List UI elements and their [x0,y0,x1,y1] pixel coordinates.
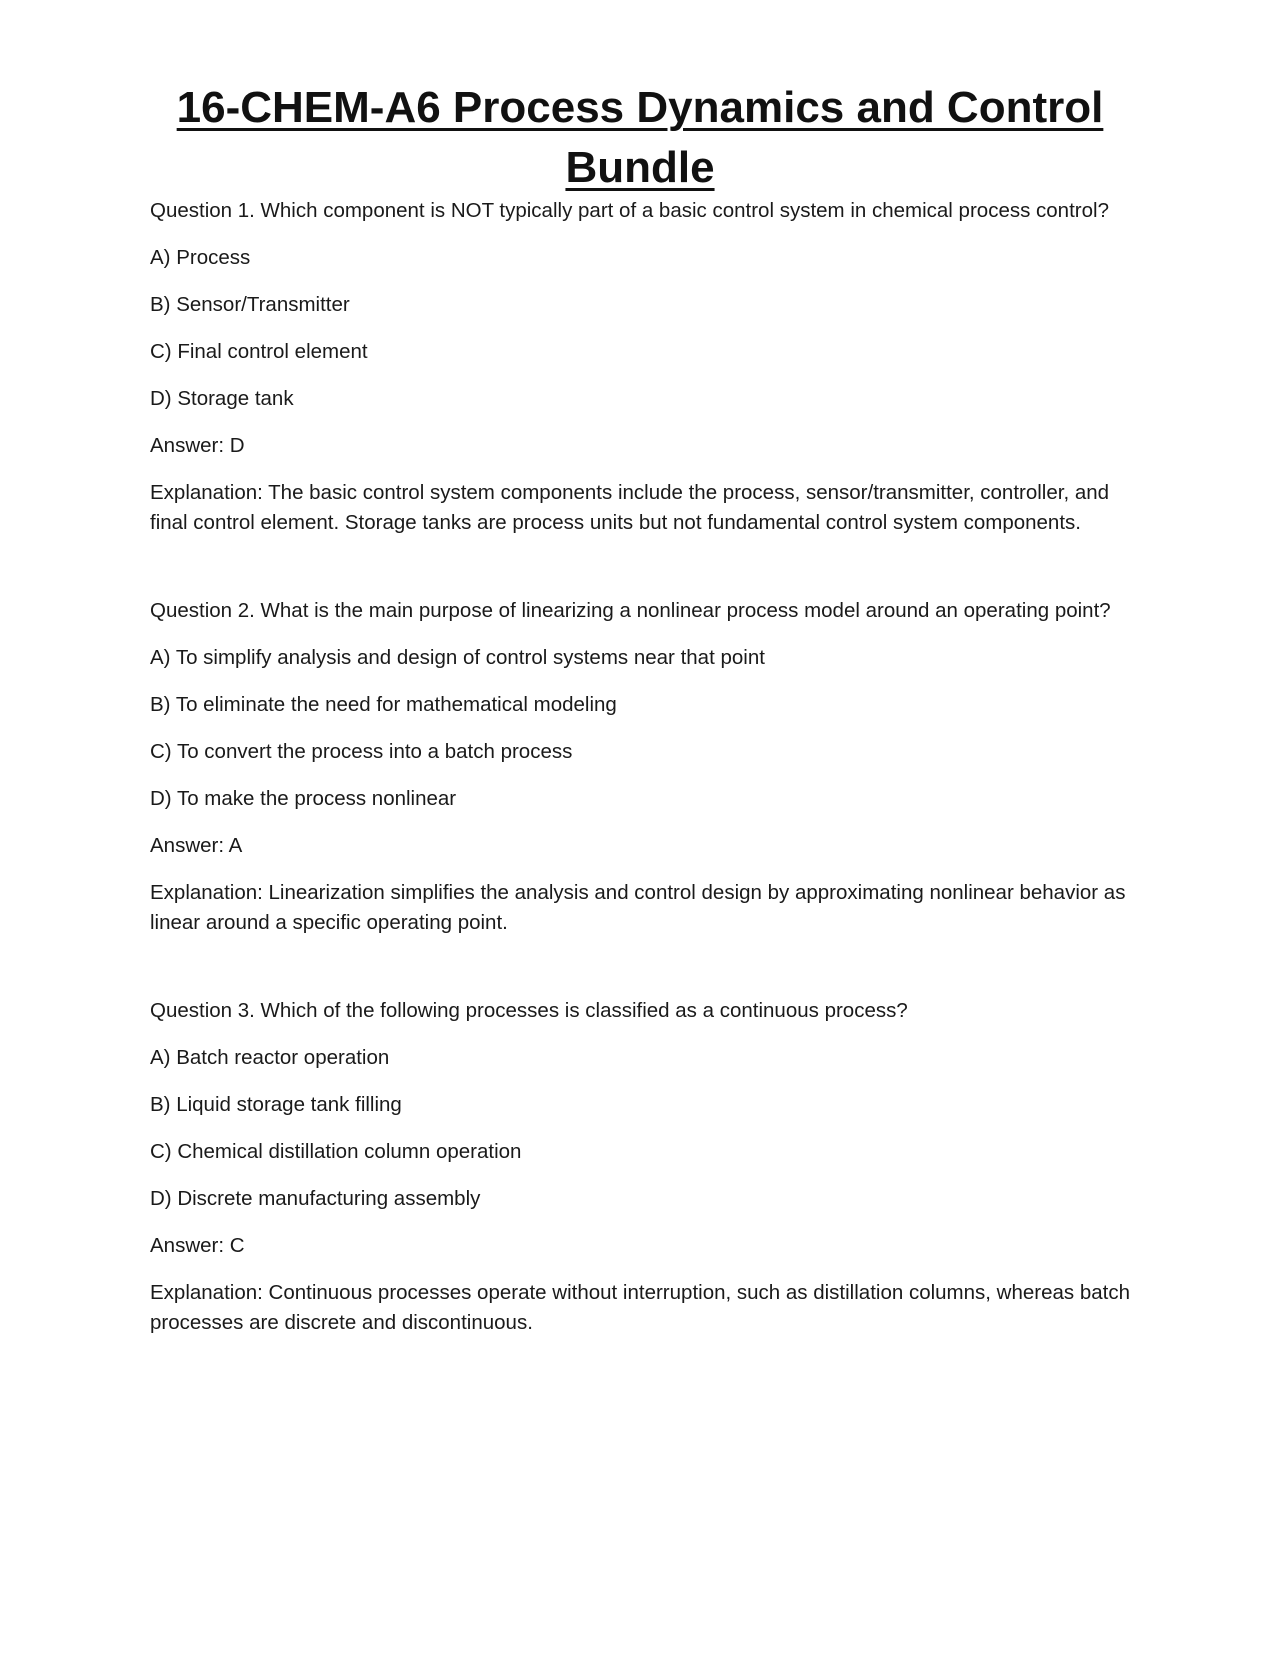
option-c: C) Final control element [150,340,368,363]
question-text: Question 3. Which of the following processes is classified as a continuous process? [150,999,908,1022]
answer: Answer: D [150,434,245,457]
option-d: D) Discrete manufacturing assembly [150,1187,481,1210]
question-2 [150,596,1130,938]
option-b: B) Sensor/Transmitter [150,293,350,316]
explanation: Explanation: Continuous processes operate without interruption, such as distillation columns, whereas batch processes are discrete and discontinuous. [150,1281,1130,1334]
option-c: C) Chemical distillation column operation [150,1140,522,1163]
option-c: C) To convert the process into a batch process [150,740,573,763]
question-text: Question 2. What is the main purpose of linearizing a nonlinear process model around an operating point? [150,599,1111,622]
option-a: A) To simplify analysis and design of control systems near that point [150,646,765,669]
option-b: B) Liquid storage tank filling [150,1093,402,1116]
document-title: 16-CHEM-A6 Process Dynamics and Control Bundle [176,83,1104,192]
question-1 [150,196,1130,538]
option-a: A) Batch reactor operation [150,1046,390,1069]
answer: Answer: C [150,1234,245,1257]
option-d: D) Storage tank [150,387,294,410]
explanation: Explanation: Linearization simplifies the analysis and control design by approximating nonlinear behavior as linear around a specific operating point. [150,881,1126,934]
answer: Answer: A [150,834,243,857]
option-b: B) To eliminate the need for mathematical modeling [150,693,617,716]
option-a: A) Process [150,246,251,269]
question-list [150,196,1130,1338]
explanation: Explanation: The basic control system components include the process, sensor/transmitter, controller, and final control element. Storage tanks are process units but not fundamental control system components. [150,481,1110,534]
question-text: Question 1. Which component is NOT typically part of a basic control system in chemical process control? [150,199,1109,222]
question-3 [150,996,1130,1338]
option-d: D) To make the process nonlinear [150,787,457,810]
